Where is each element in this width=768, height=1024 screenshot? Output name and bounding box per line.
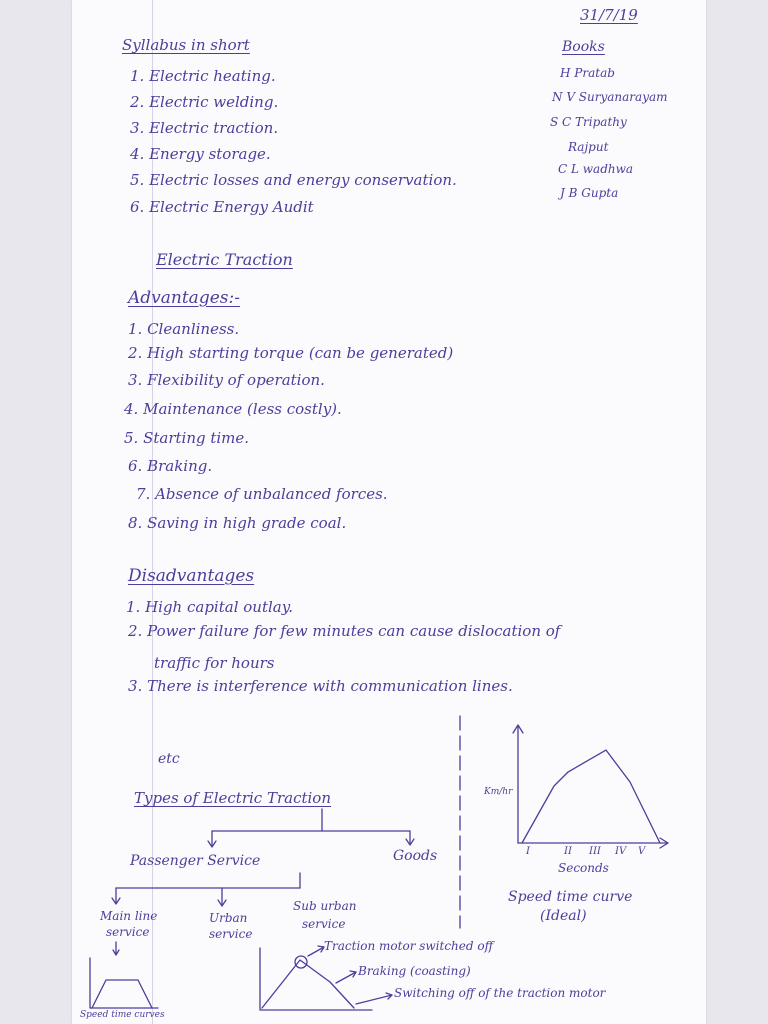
advantages-heading: Advantages:- <box>128 288 240 308</box>
graph-tick: II <box>564 846 572 857</box>
book-item: Rajput <box>568 140 609 154</box>
syllabus-item: 4. Energy storage. <box>130 145 271 163</box>
types-heading: Types of Electric Traction <box>134 789 331 807</box>
traction-heading: Electric Traction <box>156 250 293 269</box>
date: 31/7/19 <box>580 6 638 24</box>
bottom-graph-curve-2 <box>262 960 354 1008</box>
disadvantages-heading: Disadvantages <box>128 566 255 586</box>
advantage-item: 8. Saving in high grade coal. <box>128 514 347 532</box>
note-switching-off: Switching off of the traction motor <box>394 986 606 1000</box>
etc-text: etc <box>158 751 180 767</box>
note-braking: Braking (coasting) <box>358 964 471 978</box>
syllabus-item: 1. Electric heating. <box>130 67 276 85</box>
advantage-item: 6. Braking. <box>128 457 213 475</box>
main-line-label: Main line <box>100 909 158 923</box>
urban-label: Urban <box>209 911 248 925</box>
advantage-item: 7. Absence of unbalanced forces. <box>136 485 388 503</box>
disadvantage-item: 2. Power failure for few minutes can cause dislocation of <box>128 622 561 640</box>
syllabus-item: 6. Electric Energy Audit <box>130 198 314 216</box>
motor-off-marker <box>295 956 307 968</box>
advantage-item: 4. Maintenance (less costly). <box>124 400 342 418</box>
book-item: S C Tripathy <box>550 115 627 129</box>
book-item: C L wadhwa <box>558 162 634 176</box>
graph-ylabel: Km/hr <box>484 787 513 797</box>
graph-tick: III <box>589 846 601 857</box>
bottom-caption: Speed time curves <box>80 1010 165 1020</box>
main-line-label-2: service <box>106 925 150 939</box>
ink-drawings <box>72 0 706 1024</box>
advantage-item: 1. Cleanliness. <box>128 320 240 338</box>
bottom-graph-axis-2 <box>260 948 372 1010</box>
graph-caption: Speed time curve <box>508 889 633 905</box>
speed-time-curve <box>522 750 660 843</box>
sub-urban-label-2: service <box>302 917 346 931</box>
syllabus-item: 3. Electric traction. <box>130 119 279 137</box>
note-motor-off: Traction motor switched off <box>324 939 494 953</box>
goods-service: Goods <box>393 848 438 864</box>
sub-urban-label: Sub urban <box>293 899 357 913</box>
books-heading: Books <box>562 39 605 55</box>
syllabus-item: 5. Electric losses and energy conservation. <box>130 171 457 189</box>
book-item: H Pratab <box>560 66 615 80</box>
graph-xlabel: Seconds <box>558 861 609 875</box>
bottom-graph-curve-1 <box>92 980 152 1008</box>
graph-caption-2: (Ideal) <box>540 908 587 924</box>
disadvantage-item: 1. High capital outlay. <box>126 598 293 616</box>
passenger-service: Passenger Service <box>130 853 261 869</box>
advantage-item: 3. Flexibility of operation. <box>128 371 325 389</box>
advantage-item: 2. High starting torque (can be generated) <box>128 344 454 362</box>
pointer-line <box>356 995 392 1004</box>
graph-tick: IV <box>615 846 627 857</box>
advantage-item: 5. Starting time. <box>124 429 250 447</box>
syllabus-item: 2. Electric welding. <box>130 93 279 111</box>
syllabus-heading: Syllabus in short <box>122 36 250 54</box>
urban-label-2: service <box>209 927 253 941</box>
book-item: J B Gupta <box>560 186 619 200</box>
graph-tick: V <box>638 846 646 857</box>
book-item: N V Suryanarayam <box>552 90 668 104</box>
graph-tick: I <box>526 846 530 857</box>
disadvantage-item: traffic for hours <box>154 654 275 672</box>
notebook-page <box>72 0 706 1024</box>
disadvantage-item: 3. There is interference with communication lines. <box>128 677 513 695</box>
